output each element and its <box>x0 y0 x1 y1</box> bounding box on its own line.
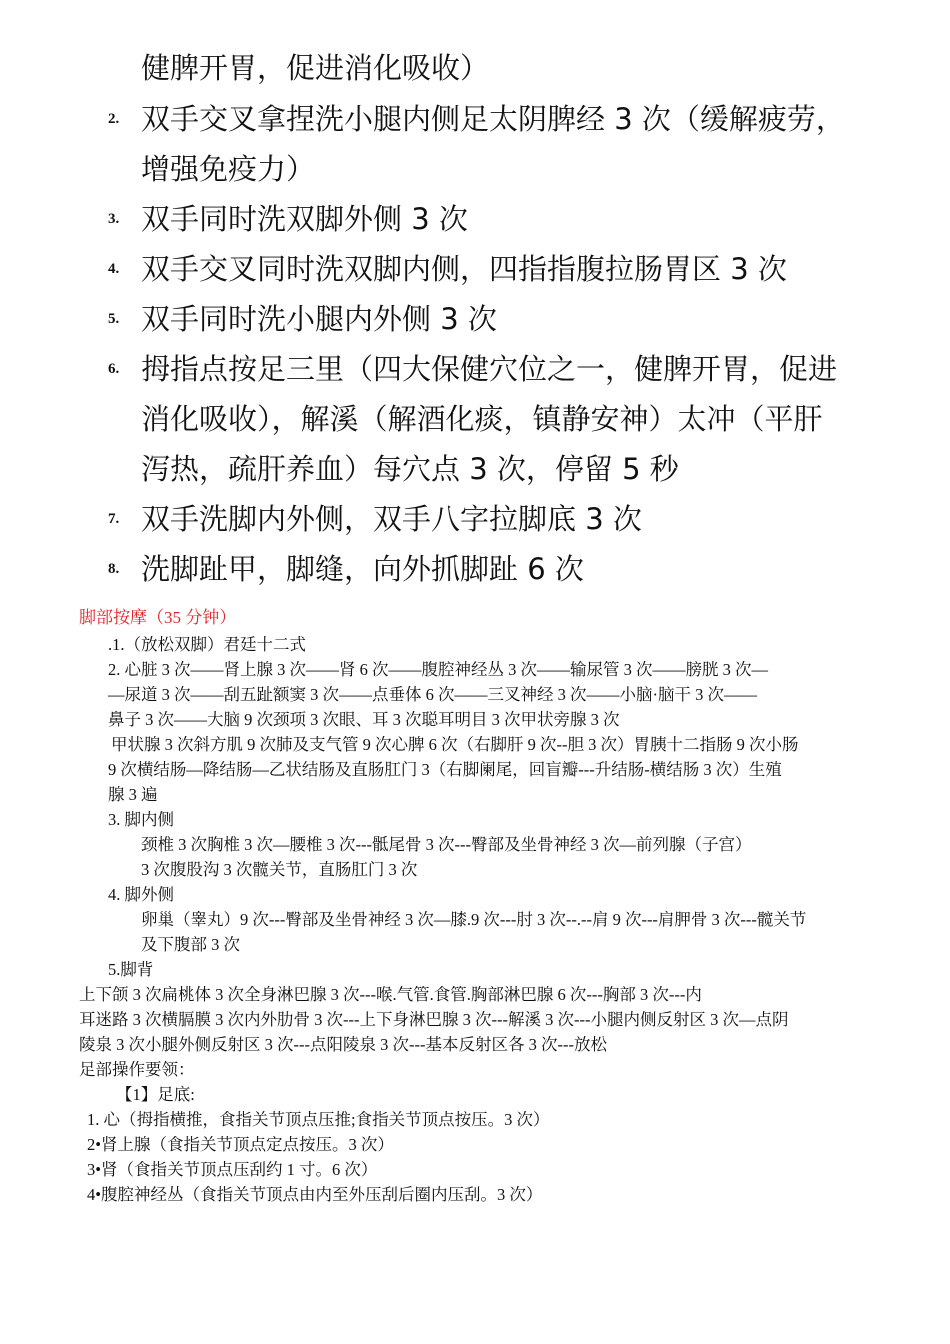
list-text: 双手交叉拿捏洗小腿内侧足太阴脾经 3 次（缓解疲劳， <box>141 102 845 136</box>
paragraph-line: 足部操作要领： <box>79 1060 195 1079</box>
subsection-heading: 【1】足底: <box>116 1085 195 1104</box>
subsection-heading: 4. 脚外侧 <box>108 885 174 904</box>
list-number: 8. <box>108 561 120 577</box>
paragraph-line: 9 次横结肠—降结肠—乙状结肠及直肠肛门 3（右脚阑尾，回盲瓣---升结肠-横结肠 3 次）生殖 <box>108 760 782 779</box>
paragraph-line: 卵巢（睾丸）9 次---臀部及坐骨神经 3 次—膝.9 次---肘 3 次--.--肩 9 次---肩胛骨 3 次---髋关节 <box>141 910 807 929</box>
list-item: 1. 心（拇指横推，食指关节顶点压推;食指关节顶点按压。3 次） <box>87 1110 550 1129</box>
list-text: 双手交叉同时洗双脚内侧，四指指腹拉肠胃区 3 次 <box>141 252 787 286</box>
paragraph-line: 鼻子 3 次——大脑 9 次颈项 3 次眼、耳 3 次聪耳明目 3 次甲状旁腺 3 次 <box>108 710 620 729</box>
list-text: 双手同时洗小腿内外侧 3 次 <box>141 302 497 336</box>
list-text: 双手洗脚内外侧，双手八字拉脚底 3 次 <box>141 502 642 536</box>
paragraph-line: 颈椎 3 次胸椎 3 次—腰椎 3 次---骶尾骨 3 次---臀部及坐骨神经 3 次—前列腺（子宫） <box>141 835 752 854</box>
subsection-heading: 5.脚背 <box>108 960 154 979</box>
paragraph-line: 甲状腺 3 次斜方肌 9 次肺及支气管 9 次心脾 6 次（右脚肝 9 次--胆 3 次）胃胰十二指肠 9 次小肠 <box>111 735 799 754</box>
list-number: 6. <box>108 361 120 377</box>
list-number: 7. <box>108 511 120 527</box>
section-title: 脚部按摩（35 分钟） <box>79 608 237 627</box>
list-item: 2•肾上腺（食指关节顶点定点按压。3 次） <box>87 1135 394 1154</box>
paragraph-line: 耳迷路 3 次横膈膜 3 次内外肋骨 3 次---上下身淋巴腺 3 次---解溪 3 次---小腿内侧反射区 3 次—点阴 <box>79 1010 789 1029</box>
list-number: 3. <box>108 211 120 227</box>
list-item: 4•腹腔神经丛（食指关节顶点由内至外压刮后圈内压刮。3 次） <box>87 1185 543 1204</box>
list-text: 洗脚趾甲，脚缝，向外抓脚趾 6 次 <box>141 552 584 586</box>
subsection-heading: 3. 脚内侧 <box>108 810 174 829</box>
paragraph-line: 及下腹部 3 次 <box>141 935 240 954</box>
paragraph-line: 上下颌 3 次扁桃体 3 次全身淋巴腺 3 次---喉.气管.食管.胸部淋巴腺 6 次---胸部 3 次---内 <box>79 985 702 1004</box>
list-text: 拇指点按足三里（四大保健穴位之一，健脾开胃，促进 <box>141 352 838 386</box>
list-number: 5. <box>108 311 120 327</box>
paragraph-line: 陵泉 3 次小腿外侧反射区 3 次---点阳陵泉 3 次---基本反射区各 3 次---放松 <box>79 1035 607 1054</box>
list-text: 双手同时洗双脚外侧 3 次 <box>141 202 468 236</box>
list-number: 2. <box>108 111 120 127</box>
list-text: 泻热，疏肝养血）每穴点 3 次，停留 5 秒 <box>141 452 679 486</box>
paragraph-line: 腺 3 遍 <box>108 785 158 804</box>
paragraph-line: 3 次腹股沟 3 次髋关节，直肠肛门 3 次 <box>141 860 418 879</box>
paragraph-line: .1.（放松双脚）君廷十二式 <box>108 635 306 654</box>
list-item: 3•肾（食指关节顶点压刮约 1 寸。6 次） <box>87 1160 378 1179</box>
paragraph-line: —尿道 3 次——刮五趾额窦 3 次——点垂体 6 次——三叉神经 3 次——小脑·脑干 3 次—— <box>108 685 757 704</box>
list-number: 4. <box>108 261 120 277</box>
paragraph-line: 2. 心脏 3 次——肾上腺 3 次——肾 6 次——腹腔神经丛 3 次——输尿管 3 次——膀胱 3 次— <box>108 660 768 679</box>
list-continuation: 健脾开胃，促进消化吸收） <box>141 51 490 85</box>
list-text: 消化吸收），解溪（解酒化痰，镇静安神）太冲（平肝 <box>141 402 823 436</box>
list-text: 增强免疫力） <box>141 152 316 186</box>
